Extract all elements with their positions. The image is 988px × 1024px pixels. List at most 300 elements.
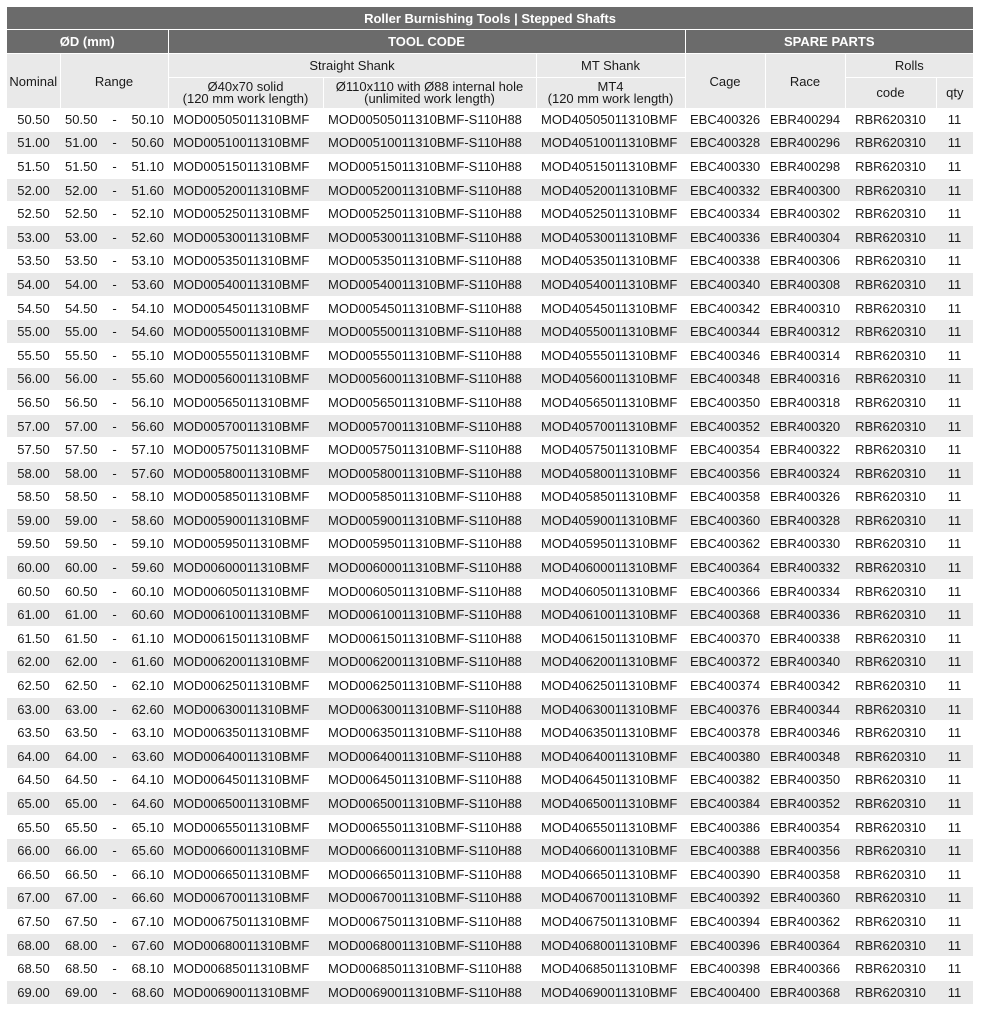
range-from-cell: 68.50 xyxy=(60,957,107,981)
roll-qty-cell: 11 xyxy=(936,627,973,651)
mt-shank-code-cell: MOD40660011310BMF xyxy=(536,839,685,863)
range-from-cell: 53.50 xyxy=(60,249,107,273)
hole-shank-code-cell: MOD00685011310BMF-S110H88 xyxy=(323,957,536,981)
solid-shank-code-cell: MOD00665011310BMF xyxy=(168,863,323,887)
range-from-cell: 66.50 xyxy=(60,863,107,887)
range-from-cell: 56.50 xyxy=(60,391,107,415)
range-separator: - xyxy=(107,131,122,155)
hole-shank-code-cell: MOD00655011310BMF-S110H88 xyxy=(323,815,536,839)
mt-shank-code-cell: MOD40645011310BMF xyxy=(536,768,685,792)
table-row xyxy=(7,225,973,249)
range-to-cell: 65.60 xyxy=(122,839,168,863)
range-header: Range xyxy=(60,54,168,109)
roll-code-cell: RBR620310 xyxy=(845,202,936,226)
range-separator: - xyxy=(107,391,122,415)
race-code-cell: EBR400332 xyxy=(765,556,845,580)
solid-shank-code-cell: MOD00550011310BMF xyxy=(168,320,323,344)
cage-code-cell: EBC400392 xyxy=(685,886,765,910)
cage-code-cell: EBC400328 xyxy=(685,131,765,155)
hole-shank-code-cell: MOD00540011310BMF-S110H88 xyxy=(323,273,536,297)
table-row xyxy=(7,792,973,816)
race-code-cell: EBR400350 xyxy=(765,768,845,792)
mt-shank-code-cell: MOD40615011310BMF xyxy=(536,627,685,651)
table-row xyxy=(7,886,973,910)
nominal-cell: 60.50 xyxy=(7,579,60,603)
nominal-cell: 52.00 xyxy=(7,178,60,202)
cage-code-cell: EBC400396 xyxy=(685,933,765,957)
roll-code-cell: RBR620310 xyxy=(845,980,936,1004)
hole-shank-header-line1: Ø110x110 with Ø88 internal hole xyxy=(335,79,524,94)
roll-code-cell: RBR620310 xyxy=(845,178,936,202)
roll-code-cell: RBR620310 xyxy=(845,131,936,155)
solid-shank-code-cell: MOD00610011310BMF xyxy=(168,603,323,627)
race-code-cell: EBR400320 xyxy=(765,414,845,438)
range-from-cell: 67.50 xyxy=(60,910,107,934)
race-code-cell: EBR400342 xyxy=(765,674,845,698)
range-from-cell: 58.50 xyxy=(60,485,107,509)
range-separator: - xyxy=(107,438,122,462)
roll-qty-cell: 11 xyxy=(936,886,973,910)
race-code-cell: EBR400326 xyxy=(765,485,845,509)
range-separator: - xyxy=(107,108,122,131)
nominal-cell: 62.00 xyxy=(7,650,60,674)
nominal-cell: 65.00 xyxy=(7,792,60,816)
race-code-cell: EBR400334 xyxy=(765,579,845,603)
mt-shank-code-cell: MOD40640011310BMF xyxy=(536,745,685,769)
roll-qty-cell: 11 xyxy=(936,910,973,934)
hole-shank-code-cell: MOD00600011310BMF-S110H88 xyxy=(323,556,536,580)
range-from-cell: 63.50 xyxy=(60,721,107,745)
range-to-cell: 68.10 xyxy=(122,957,168,981)
mt-shank-code-cell: MOD40560011310BMF xyxy=(536,367,685,391)
mt-shank-code-cell: MOD40505011310BMF xyxy=(536,108,685,131)
range-to-cell: 67.10 xyxy=(122,910,168,934)
roll-qty-cell: 11 xyxy=(936,863,973,887)
mt-shank-code-cell: MOD40545011310BMF xyxy=(536,296,685,320)
nominal-cell: 64.50 xyxy=(7,768,60,792)
range-from-cell: 50.50 xyxy=(60,108,107,131)
table-row xyxy=(7,485,973,509)
range-separator: - xyxy=(107,721,122,745)
mt-shank-code-cell: MOD40590011310BMF xyxy=(536,509,685,533)
range-to-cell: 65.10 xyxy=(122,815,168,839)
roll-qty-cell: 11 xyxy=(936,532,973,556)
race-code-cell: EBR400344 xyxy=(765,697,845,721)
range-from-cell: 64.00 xyxy=(60,745,107,769)
range-to-cell: 57.60 xyxy=(122,461,168,485)
rolls-header: Rolls xyxy=(845,54,973,78)
table-row xyxy=(7,438,973,462)
range-separator: - xyxy=(107,886,122,910)
range-to-cell: 60.10 xyxy=(122,579,168,603)
solid-shank-code-cell: MOD00510011310BMF xyxy=(168,131,323,155)
solid-shank-code-cell: MOD00515011310BMF xyxy=(168,155,323,179)
range-separator: - xyxy=(107,745,122,769)
mt-shank-code-cell: MOD40575011310BMF xyxy=(536,438,685,462)
mt4-header xyxy=(536,78,685,109)
table-row xyxy=(7,249,973,273)
solid-shank-code-cell: MOD00570011310BMF xyxy=(168,414,323,438)
mt-shank-code-cell: MOD40680011310BMF xyxy=(536,933,685,957)
roll-qty-cell: 11 xyxy=(936,155,973,179)
cage-code-cell: EBC400334 xyxy=(685,202,765,226)
race-code-cell: EBR400316 xyxy=(765,367,845,391)
roll-qty-cell: 11 xyxy=(936,792,973,816)
mt-shank-code-cell: MOD40580011310BMF xyxy=(536,461,685,485)
range-to-cell: 62.10 xyxy=(122,674,168,698)
range-from-cell: 63.00 xyxy=(60,697,107,721)
table-row xyxy=(7,980,973,1004)
range-to-cell: 53.10 xyxy=(122,249,168,273)
mt-shank-code-cell: MOD40510011310BMF xyxy=(536,131,685,155)
solid-shank-code-cell: MOD00595011310BMF xyxy=(168,532,323,556)
roll-code-cell: RBR620310 xyxy=(845,674,936,698)
race-code-cell: EBR400312 xyxy=(765,320,845,344)
range-to-cell: 64.60 xyxy=(122,792,168,816)
mt-shank-code-cell: MOD40650011310BMF xyxy=(536,792,685,816)
race-code-cell: EBR400358 xyxy=(765,863,845,887)
table-row xyxy=(7,603,973,627)
cage-code-cell: EBC400360 xyxy=(685,509,765,533)
nominal-cell: 50.50 xyxy=(7,108,60,131)
race-code-cell: EBR400356 xyxy=(765,839,845,863)
hole-shank-code-cell: MOD00580011310BMF-S110H88 xyxy=(323,461,536,485)
range-to-cell: 67.60 xyxy=(122,933,168,957)
table-row xyxy=(7,320,973,344)
range-separator: - xyxy=(107,768,122,792)
range-to-cell: 63.60 xyxy=(122,745,168,769)
solid-shank-code-cell: MOD00605011310BMF xyxy=(168,579,323,603)
table-row xyxy=(7,509,973,533)
solid-shank-code-cell: MOD00615011310BMF xyxy=(168,627,323,651)
cage-code-cell: EBC400356 xyxy=(685,461,765,485)
solid-shank-code-cell: MOD00635011310BMF xyxy=(168,721,323,745)
nominal-header: Nominal xyxy=(7,54,60,109)
roll-code-cell: RBR620310 xyxy=(845,815,936,839)
roll-qty-cell: 11 xyxy=(936,721,973,745)
mt-shank-code-cell: MOD40690011310BMF xyxy=(536,980,685,1004)
cage-code-cell: EBC400332 xyxy=(685,178,765,202)
cage-code-cell: EBC400362 xyxy=(685,532,765,556)
range-to-cell: 56.10 xyxy=(122,391,168,415)
hole-shank-code-cell: MOD00690011310BMF-S110H88 xyxy=(323,980,536,1004)
race-header: Race xyxy=(765,54,845,109)
range-from-cell: 62.00 xyxy=(60,650,107,674)
nominal-cell: 65.50 xyxy=(7,815,60,839)
hole-shank-code-cell: MOD00515011310BMF-S110H88 xyxy=(323,155,536,179)
range-separator: - xyxy=(107,273,122,297)
range-to-cell: 64.10 xyxy=(122,768,168,792)
table-row xyxy=(7,155,973,179)
range-from-cell: 62.50 xyxy=(60,674,107,698)
tool-code-group-header: TOOL CODE xyxy=(168,30,685,54)
range-from-cell: 53.00 xyxy=(60,225,107,249)
mt-shank-code-cell: MOD40600011310BMF xyxy=(536,556,685,580)
roll-qty-cell: 11 xyxy=(936,414,973,438)
range-to-cell: 59.60 xyxy=(122,556,168,580)
nominal-cell: 61.00 xyxy=(7,603,60,627)
table-row xyxy=(7,745,973,769)
range-separator: - xyxy=(107,839,122,863)
cage-code-cell: EBC400372 xyxy=(685,650,765,674)
range-separator: - xyxy=(107,650,122,674)
race-code-cell: EBR400308 xyxy=(765,273,845,297)
hole-shank-code-cell: MOD00610011310BMF-S110H88 xyxy=(323,603,536,627)
solid-shank-code-cell: MOD00680011310BMF xyxy=(168,933,323,957)
spare-parts-group-header: SPARE PARTS xyxy=(685,30,973,54)
nominal-cell: 63.00 xyxy=(7,697,60,721)
product-table-container xyxy=(7,7,973,1005)
table-row xyxy=(7,273,973,297)
table-row xyxy=(7,815,973,839)
range-from-cell: 55.00 xyxy=(60,320,107,344)
nominal-cell: 59.00 xyxy=(7,509,60,533)
hole-shank-code-cell: MOD00525011310BMF-S110H88 xyxy=(323,202,536,226)
range-separator: - xyxy=(107,202,122,226)
race-code-cell: EBR400354 xyxy=(765,815,845,839)
race-code-cell: EBR400330 xyxy=(765,532,845,556)
range-to-cell: 62.60 xyxy=(122,697,168,721)
nominal-cell: 66.00 xyxy=(7,839,60,863)
race-code-cell: EBR400352 xyxy=(765,792,845,816)
nominal-cell: 62.50 xyxy=(7,674,60,698)
roll-qty-cell: 11 xyxy=(936,674,973,698)
roll-qty-cell: 11 xyxy=(936,745,973,769)
race-code-cell: EBR400348 xyxy=(765,745,845,769)
race-code-cell: EBR400336 xyxy=(765,603,845,627)
roll-code-cell: RBR620310 xyxy=(845,910,936,934)
hole-shank-code-cell: MOD00555011310BMF-S110H88 xyxy=(323,343,536,367)
cage-code-cell: EBC400346 xyxy=(685,343,765,367)
mt-shank-code-cell: MOD40565011310BMF xyxy=(536,391,685,415)
range-from-cell: 68.00 xyxy=(60,933,107,957)
race-code-cell: EBR400346 xyxy=(765,721,845,745)
solid-shank-code-cell: MOD00675011310BMF xyxy=(168,910,323,934)
solid-shank-code-cell: MOD00520011310BMF xyxy=(168,178,323,202)
range-separator: - xyxy=(107,296,122,320)
table-row xyxy=(7,579,973,603)
nominal-cell: 56.00 xyxy=(7,367,60,391)
range-from-cell: 61.00 xyxy=(60,603,107,627)
race-code-cell: EBR400328 xyxy=(765,509,845,533)
roll-qty-cell: 11 xyxy=(936,650,973,674)
roll-code-cell: RBR620310 xyxy=(845,461,936,485)
cage-code-cell: EBC400350 xyxy=(685,391,765,415)
mt-shank-code-cell: MOD40520011310BMF xyxy=(536,178,685,202)
roll-qty-cell: 11 xyxy=(936,485,973,509)
roll-code-cell: RBR620310 xyxy=(845,320,936,344)
cage-code-cell: EBC400340 xyxy=(685,273,765,297)
race-code-cell: EBR400322 xyxy=(765,438,845,462)
roll-qty-cell: 11 xyxy=(936,225,973,249)
roll-qty-cell: 11 xyxy=(936,108,973,131)
mt-shank-code-cell: MOD40620011310BMF xyxy=(536,650,685,674)
cage-code-cell: EBC400326 xyxy=(685,108,765,131)
range-separator: - xyxy=(107,155,122,179)
solid-shank-code-cell: MOD00685011310BMF xyxy=(168,957,323,981)
roll-code-cell: RBR620310 xyxy=(845,721,936,745)
straight-shank-header: Straight Shank xyxy=(168,54,536,78)
range-from-cell: 51.00 xyxy=(60,131,107,155)
range-from-cell: 59.00 xyxy=(60,509,107,533)
roll-qty-cell: 11 xyxy=(936,839,973,863)
nominal-cell: 57.00 xyxy=(7,414,60,438)
range-from-cell: 58.00 xyxy=(60,461,107,485)
solid-shank-code-cell: MOD00580011310BMF xyxy=(168,461,323,485)
roll-code-cell: RBR620310 xyxy=(845,485,936,509)
solid-shank-code-cell: MOD00540011310BMF xyxy=(168,273,323,297)
mt-shank-code-cell: MOD40550011310BMF xyxy=(536,320,685,344)
hole-shank-code-cell: MOD00680011310BMF-S110H88 xyxy=(323,933,536,957)
hole-shank-code-cell: MOD00650011310BMF-S110H88 xyxy=(323,792,536,816)
range-from-cell: 54.50 xyxy=(60,296,107,320)
roll-code-cell: RBR620310 xyxy=(845,886,936,910)
range-from-cell: 65.50 xyxy=(60,815,107,839)
range-from-cell: 55.50 xyxy=(60,343,107,367)
mt4-header-line2: (120 mm work length) xyxy=(547,91,674,106)
nominal-cell: 63.50 xyxy=(7,721,60,745)
hole-shank-code-cell: MOD00640011310BMF-S110H88 xyxy=(323,745,536,769)
roll-qty-cell: 11 xyxy=(936,178,973,202)
table-row xyxy=(7,108,973,131)
roll-qty-cell: 11 xyxy=(936,202,973,226)
mt-shank-code-cell: MOD40555011310BMF xyxy=(536,343,685,367)
roll-code-cell: RBR620310 xyxy=(845,438,936,462)
cage-code-cell: EBC400386 xyxy=(685,815,765,839)
range-to-cell: 51.10 xyxy=(122,155,168,179)
range-to-cell: 55.10 xyxy=(122,343,168,367)
hole-shank-code-cell: MOD00595011310BMF-S110H88 xyxy=(323,532,536,556)
range-to-cell: 51.60 xyxy=(122,178,168,202)
solid-shank-code-cell: MOD00625011310BMF xyxy=(168,674,323,698)
nominal-cell: 61.50 xyxy=(7,627,60,651)
range-from-cell: 61.50 xyxy=(60,627,107,651)
roll-qty-cell: 11 xyxy=(936,603,973,627)
cage-code-cell: EBC400394 xyxy=(685,910,765,934)
race-code-cell: EBR400310 xyxy=(765,296,845,320)
range-to-cell: 66.10 xyxy=(122,863,168,887)
nominal-cell: 51.50 xyxy=(7,155,60,179)
range-separator: - xyxy=(107,792,122,816)
roll-qty-cell: 11 xyxy=(936,343,973,367)
range-separator: - xyxy=(107,343,122,367)
cage-code-cell: EBC400370 xyxy=(685,627,765,651)
roll-code-cell: RBR620310 xyxy=(845,225,936,249)
range-separator: - xyxy=(107,225,122,249)
hole-shank-code-cell: MOD00565011310BMF-S110H88 xyxy=(323,391,536,415)
table-body xyxy=(7,108,973,1004)
solid-shank-header-line2: (120 mm work length) xyxy=(182,91,309,106)
cage-code-cell: EBC400374 xyxy=(685,674,765,698)
cage-code-cell: EBC400390 xyxy=(685,863,765,887)
range-from-cell: 65.00 xyxy=(60,792,107,816)
range-from-cell: 56.00 xyxy=(60,367,107,391)
table-row xyxy=(7,957,973,981)
solid-shank-code-cell: MOD00535011310BMF xyxy=(168,249,323,273)
hole-shank-code-cell: MOD00520011310BMF-S110H88 xyxy=(323,178,536,202)
roll-code-cell: RBR620310 xyxy=(845,249,936,273)
range-separator: - xyxy=(107,674,122,698)
roll-code-cell: RBR620310 xyxy=(845,697,936,721)
range-separator: - xyxy=(107,320,122,344)
mt4-header-line1: MT4 xyxy=(597,79,624,94)
table-row xyxy=(7,556,973,580)
table-row xyxy=(7,202,973,226)
roll-qty-cell: 11 xyxy=(936,391,973,415)
mt-shank-code-cell: MOD40630011310BMF xyxy=(536,697,685,721)
mt-shank-code-cell: MOD40530011310BMF xyxy=(536,225,685,249)
roll-code-cell: RBR620310 xyxy=(845,556,936,580)
mt-shank-code-cell: MOD40675011310BMF xyxy=(536,910,685,934)
table-title: Roller Burnishing Tools | Stepped Shafts xyxy=(7,7,973,30)
solid-shank-code-cell: MOD00565011310BMF xyxy=(168,391,323,415)
solid-shank-code-cell: MOD00560011310BMF xyxy=(168,367,323,391)
race-code-cell: EBR400296 xyxy=(765,131,845,155)
table-row xyxy=(7,532,973,556)
race-code-cell: EBR400340 xyxy=(765,650,845,674)
hole-shank-code-cell: MOD00530011310BMF-S110H88 xyxy=(323,225,536,249)
range-separator: - xyxy=(107,863,122,887)
roll-code-cell: RBR620310 xyxy=(845,391,936,415)
range-to-cell: 52.60 xyxy=(122,225,168,249)
table-row xyxy=(7,933,973,957)
hole-shank-code-cell: MOD00660011310BMF-S110H88 xyxy=(323,839,536,863)
cage-code-cell: EBC400338 xyxy=(685,249,765,273)
solid-shank-code-cell: MOD00585011310BMF xyxy=(168,485,323,509)
range-to-cell: 52.10 xyxy=(122,202,168,226)
nominal-cell: 67.00 xyxy=(7,886,60,910)
roll-code-cell: RBR620310 xyxy=(845,603,936,627)
roll-code-cell: RBR620310 xyxy=(845,792,936,816)
range-from-cell: 66.00 xyxy=(60,839,107,863)
cage-code-cell: EBC400364 xyxy=(685,556,765,580)
table-row xyxy=(7,367,973,391)
roll-code-cell: RBR620310 xyxy=(845,768,936,792)
range-to-cell: 50.10 xyxy=(122,108,168,131)
hole-shank-code-cell: MOD00625011310BMF-S110H88 xyxy=(323,674,536,698)
roll-code-cell: RBR620310 xyxy=(845,532,936,556)
range-from-cell: 64.50 xyxy=(60,768,107,792)
roll-code-cell: RBR620310 xyxy=(845,414,936,438)
range-to-cell: 61.60 xyxy=(122,650,168,674)
race-code-cell: EBR400304 xyxy=(765,225,845,249)
race-code-cell: EBR400368 xyxy=(765,980,845,1004)
range-to-cell: 57.10 xyxy=(122,438,168,462)
roll-qty-cell: 11 xyxy=(936,815,973,839)
cage-code-cell: EBC400344 xyxy=(685,320,765,344)
nominal-cell: 68.00 xyxy=(7,933,60,957)
race-code-cell: EBR400318 xyxy=(765,391,845,415)
range-to-cell: 66.60 xyxy=(122,886,168,910)
table-row xyxy=(7,910,973,934)
range-to-cell: 53.60 xyxy=(122,273,168,297)
cage-code-cell: EBC400348 xyxy=(685,367,765,391)
roll-code-cell: RBR620310 xyxy=(845,745,936,769)
range-separator: - xyxy=(107,579,122,603)
mt-shank-code-cell: MOD40655011310BMF xyxy=(536,815,685,839)
range-to-cell: 59.10 xyxy=(122,532,168,556)
mt-shank-code-cell: MOD40625011310BMF xyxy=(536,674,685,698)
range-separator: - xyxy=(107,485,122,509)
cage-code-cell: EBC400388 xyxy=(685,839,765,863)
range-to-cell: 54.10 xyxy=(122,296,168,320)
cage-code-cell: EBC400378 xyxy=(685,721,765,745)
range-from-cell: 57.00 xyxy=(60,414,107,438)
cage-code-cell: EBC400380 xyxy=(685,745,765,769)
mt-shank-code-cell: MOD40540011310BMF xyxy=(536,273,685,297)
range-separator: - xyxy=(107,178,122,202)
range-from-cell: 69.00 xyxy=(60,980,107,1004)
